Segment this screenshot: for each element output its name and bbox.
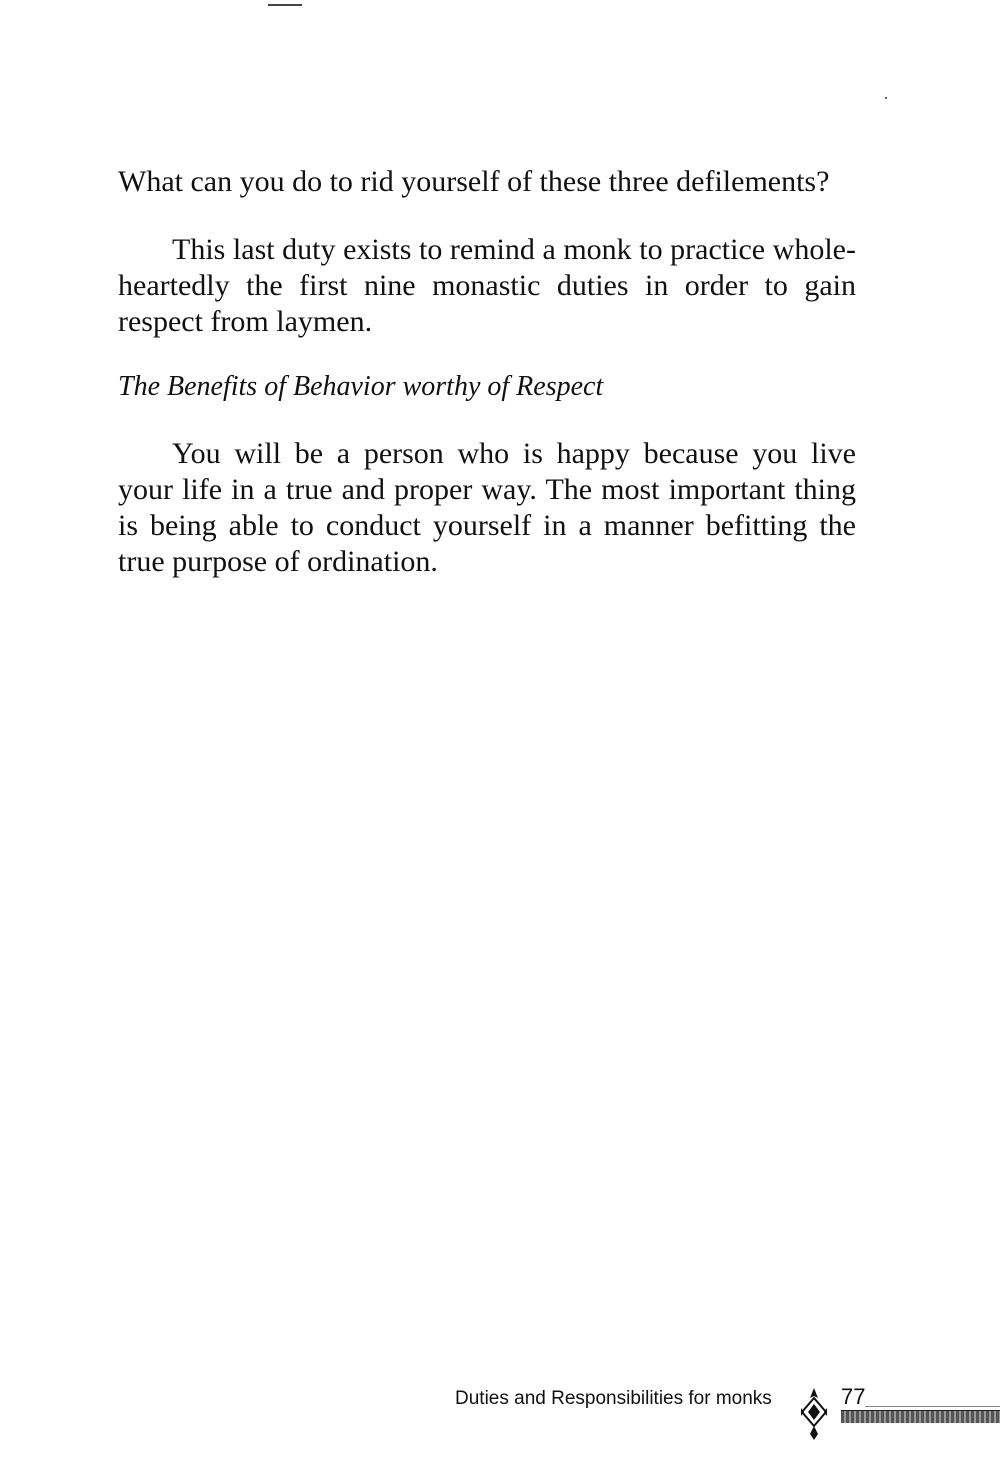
scan-speck <box>885 97 887 99</box>
diamond-ornament-icon <box>800 1386 828 1442</box>
footer-book-title: Duties and Responsibilities for monks <box>455 1388 772 1409</box>
question-text: What can you do to rid yourself of these three defilements? <box>118 165 830 198</box>
paragraph-1: This last duty exists to remind a monk to practice whole-heartedly the first nine monastic duties in order to gain respect from laymen. <box>118 233 856 338</box>
section-heading: The Benefits of Behavior worthy of Respect <box>118 371 604 402</box>
scan-mark <box>268 4 302 6</box>
page-footer <box>455 1384 1000 1444</box>
paragraph-2: You will be a person who is happy because you live your life in a true and proper way. The most important thing is being able to conduct yourself in a manner befitting the true purpose of ordination. <box>118 437 856 578</box>
footer-rule-bar <box>841 1410 1000 1423</box>
page-number: 77 <box>841 1384 866 1409</box>
footer-rule-line <box>865 1406 1000 1407</box>
